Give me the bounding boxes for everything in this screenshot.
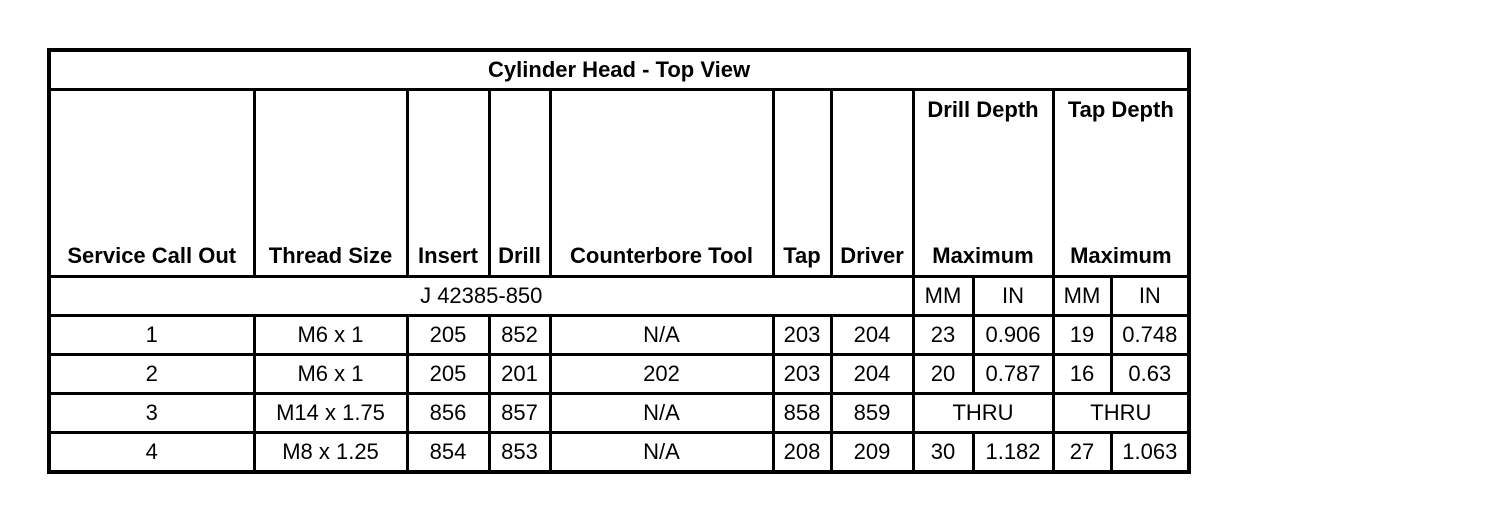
cell-tap: 858	[773, 394, 831, 433]
cell-drill-mm: 23	[913, 316, 973, 355]
header-insert: Insert	[407, 90, 489, 277]
table-row	[49, 355, 1189, 394]
header-tap-depth: Tap Depth	[1053, 90, 1189, 228]
cell-drill: 857	[489, 394, 550, 433]
cell-insert: 205	[407, 316, 489, 355]
cell-tap: 208	[773, 433, 831, 473]
cell-tap-depth-thru: THRU	[1053, 394, 1189, 433]
header-tap: Tap	[773, 90, 831, 277]
cell-drill-mm: 30	[913, 433, 973, 473]
unit-drill-mm: MM	[913, 277, 973, 316]
cell-tap-in: 0.63	[1111, 355, 1189, 394]
header-tap-depth-maximum: Maximum	[1053, 227, 1189, 277]
unit-drill-in: IN	[973, 277, 1053, 316]
cell-tap-mm: 19	[1053, 316, 1111, 355]
cell-counterbore: N/A	[550, 394, 773, 433]
cell-insert: 856	[407, 394, 489, 433]
header-drill: Drill	[489, 90, 550, 277]
header-thread-size: Thread Size	[254, 90, 407, 277]
cell-drill-in: 1.182	[973, 433, 1053, 473]
unit-tap-in: IN	[1111, 277, 1189, 316]
cell-thread-size: M6 x 1	[254, 316, 407, 355]
cylinder-head-spec-table	[47, 48, 1191, 474]
cell-drill-mm: 20	[913, 355, 973, 394]
header-drill-depth-maximum: Maximum	[913, 227, 1053, 277]
cell-tap: 203	[773, 316, 831, 355]
cell-drill: 201	[489, 355, 550, 394]
cell-thread-size: M14 x 1.75	[254, 394, 407, 433]
table-row	[49, 433, 1189, 473]
cell-insert: 854	[407, 433, 489, 473]
cell-driver: 859	[831, 394, 913, 433]
cell-driver: 204	[831, 355, 913, 394]
cell-counterbore: N/A	[550, 433, 773, 473]
cell-drill: 852	[489, 316, 550, 355]
cell-drill-depth-thru: THRU	[913, 394, 1053, 433]
cell-counterbore: N/A	[550, 316, 773, 355]
cell-insert: 205	[407, 355, 489, 394]
cell-thread-size: M8 x 1.25	[254, 433, 407, 473]
header-driver: Driver	[831, 90, 913, 277]
cell-call-out: 3	[49, 394, 254, 433]
cell-counterbore: 202	[550, 355, 773, 394]
cell-drill-in: 0.906	[973, 316, 1053, 355]
cell-driver: 204	[831, 316, 913, 355]
cell-tap-in: 0.748	[1111, 316, 1189, 355]
cell-call-out: 1	[49, 316, 254, 355]
cell-tap-in: 1.063	[1111, 433, 1189, 473]
cell-tap: 203	[773, 355, 831, 394]
cell-driver: 209	[831, 433, 913, 473]
cell-drill: 853	[489, 433, 550, 473]
header-drill-depth: Drill Depth	[913, 90, 1053, 228]
cell-call-out: 4	[49, 433, 254, 473]
kit-number: J 42385-850	[49, 277, 913, 316]
table-row	[49, 394, 1189, 433]
header-counterbore-tool: Counterbore Tool	[550, 90, 773, 277]
header-service-call-out: Service Call Out	[49, 90, 254, 277]
cell-drill-in: 0.787	[973, 355, 1053, 394]
table-row	[49, 316, 1189, 355]
cell-call-out: 2	[49, 355, 254, 394]
table-title: Cylinder Head - Top View	[49, 50, 1189, 90]
cell-tap-mm: 16	[1053, 355, 1111, 394]
cell-tap-mm: 27	[1053, 433, 1111, 473]
unit-tap-mm: MM	[1053, 277, 1111, 316]
cell-thread-size: M6 x 1	[254, 355, 407, 394]
